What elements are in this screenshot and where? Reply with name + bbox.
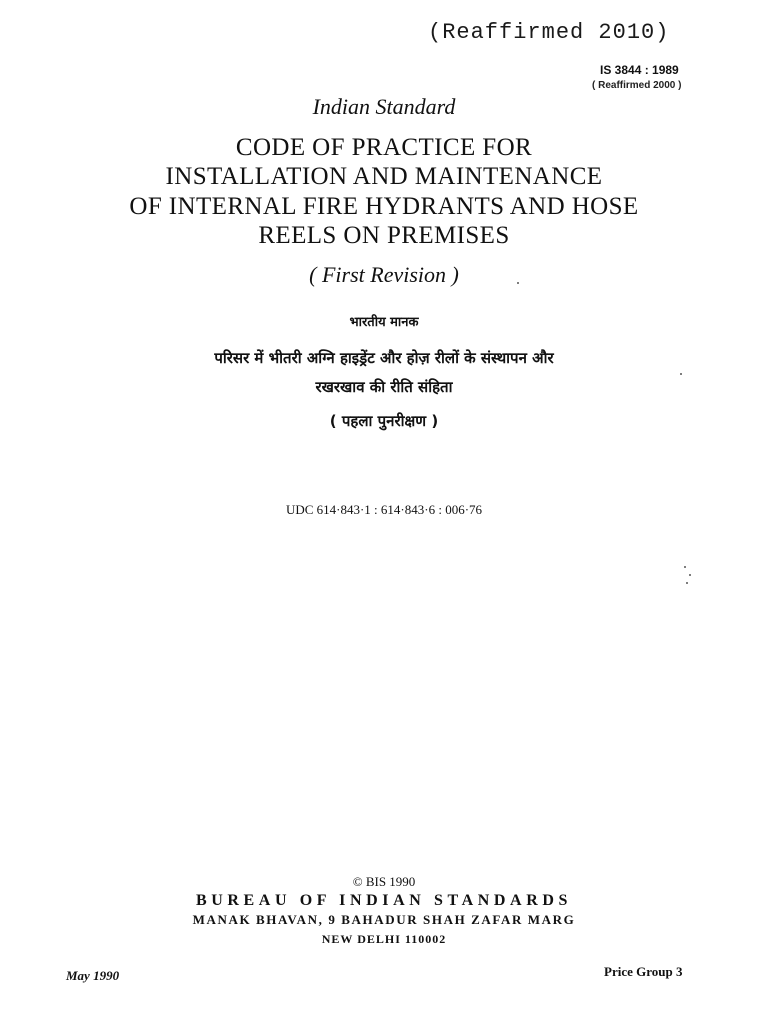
scan-speck: [686, 582, 688, 584]
revision-label: ( First Revision ): [309, 262, 459, 287]
price-group: Price Group 3: [604, 964, 683, 979]
scan-speck: [684, 566, 686, 568]
publisher-address: MANAK BHAVAN, 9 BAHADUR SHAH ZAFAR MARG: [192, 912, 576, 927]
scan-speck: [517, 282, 519, 284]
publisher-name: BUREAU OF INDIAN STANDARDS: [195, 892, 573, 909]
hindi-revision-label: ( पहला पुनरीक्षण ): [329, 412, 439, 430]
udc-classification: UDC 614·843·1 : 614·843·6 : 006·76: [285, 502, 483, 517]
title-line: INSTALLATION AND MAINTENANCE: [165, 163, 603, 190]
hindi-title-line: रखरखाव की रीति संहिता: [315, 378, 453, 396]
standard-reaffirmed-note: ( Reaffirmed 2000 ): [592, 80, 682, 91]
standard-number: IS 3844 : 1989: [600, 63, 679, 77]
title-line: REELS ON PREMISES: [258, 222, 510, 249]
reaffirmed-stamp: (Reaffirmed 2010): [428, 20, 670, 45]
issue-date: May 1990: [66, 968, 120, 983]
title-line: OF INTERNAL FIRE HYDRANTS AND HOSE: [129, 193, 639, 220]
hindi-title-line: परिसर में भीतरी अग्नि हाइड्रेंट और होज़ रीलों के संस्थापन और: [214, 349, 554, 367]
copyright-notice: © BIS 1990: [352, 874, 416, 889]
indian-standard-label: Indian Standard: [312, 94, 456, 119]
scan-speck: [680, 373, 682, 375]
scan-speck: [689, 574, 691, 576]
publisher-city: NEW DELHI 110002: [321, 932, 447, 946]
title-line: CODE OF PRACTICE FOR: [235, 134, 533, 161]
hindi-standard-label: भारतीय मानक: [349, 315, 419, 330]
